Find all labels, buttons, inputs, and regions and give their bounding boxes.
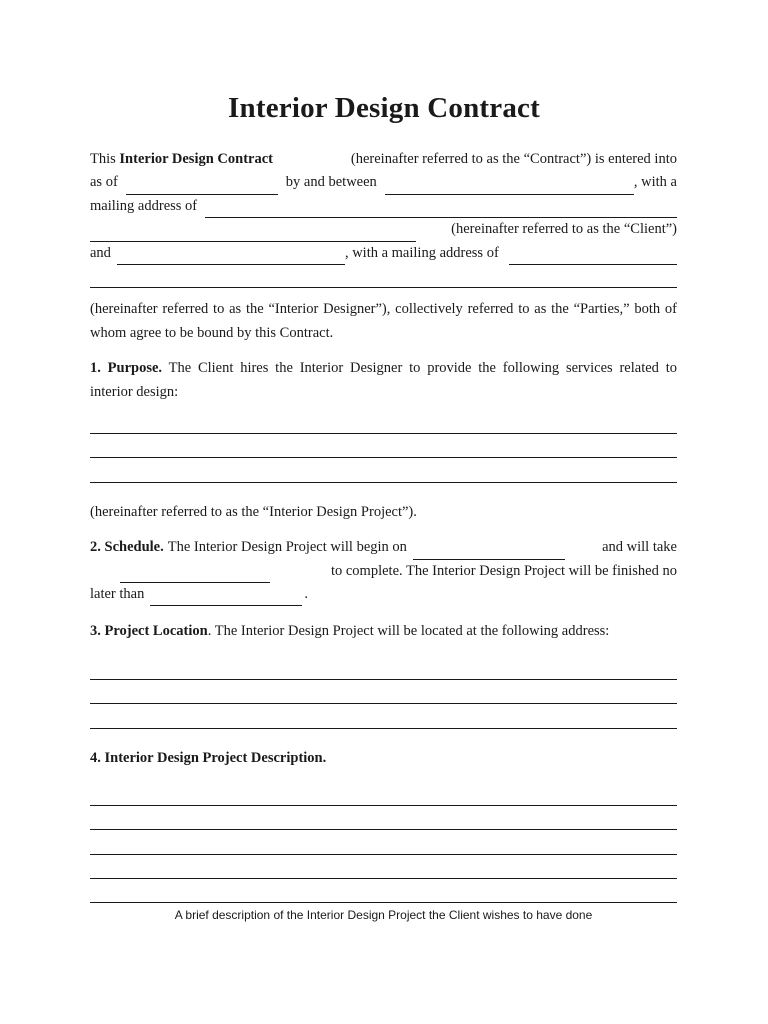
designer-address-blank[interactable] (509, 250, 677, 265)
intro-by-and-between: by and between (285, 174, 377, 191)
intro-line-4 (90, 218, 677, 241)
schedule-period: . (304, 585, 308, 602)
description-heading: 4. Interior Design Project Description. (90, 749, 327, 766)
schedule-and-will-take: and will take (602, 539, 677, 556)
intro-line-5 (90, 242, 677, 265)
location-line-2[interactable] (90, 688, 677, 704)
intro-after-name: (hereinafter referred to as the “Contract”) is entered into (350, 150, 677, 167)
intro-with-a: , with a (633, 174, 677, 191)
intro-this: This (90, 150, 116, 167)
document-title: Interior Design Contract (228, 92, 540, 124)
schedule-line-1 (90, 536, 677, 559)
schedule-to-complete-1: to complete. The Interior Design Project will be finished no (330, 562, 677, 579)
purpose-line-1[interactable] (90, 418, 677, 434)
location-lines (90, 664, 677, 729)
schedule-begin: The Interior Design Project will begin on (167, 539, 407, 556)
purpose-paragraph (90, 357, 677, 404)
intro-and: and (90, 244, 111, 261)
purpose-line-2[interactable] (90, 442, 677, 458)
location-line-1[interactable] (90, 664, 677, 680)
location-paragraph (90, 620, 677, 643)
designer-name-blank[interactable] (117, 250, 345, 265)
description-line-5[interactable] (90, 887, 677, 903)
purpose-lines (90, 418, 677, 483)
intro-line-3 (90, 195, 677, 218)
description-line-1[interactable] (90, 790, 677, 806)
location-heading: 3. Project Location (90, 623, 208, 640)
schedule-line-2 (90, 560, 677, 583)
client-address-blank[interactable] (205, 203, 677, 218)
schedule-line-3 (90, 583, 677, 606)
intro-paragraph (90, 148, 677, 288)
description-line-2[interactable] (90, 814, 677, 830)
intro-with-mailing: , with a mailing address of (344, 244, 499, 261)
schedule-paragraph (90, 536, 677, 606)
intro-line-6 (90, 265, 677, 288)
schedule-heading: 2. Schedule. (90, 539, 164, 556)
description-caption: A brief description of the Interior Design Project the Client wishes to have done (174, 908, 593, 923)
client-address-blank-2[interactable] (90, 227, 416, 242)
contract-body (90, 148, 677, 923)
intro-contract-name: Interior Design Contract (119, 150, 273, 167)
location-line-3[interactable] (90, 713, 677, 729)
purpose-heading: 1. Purpose. (90, 360, 163, 377)
description-line-4[interactable] (90, 863, 677, 879)
designer-reference-paragraph: (hereinafter referred to as the “Interior Designer”), collectively referred to as the “Parties,” both of whom agree to be bound by this Contract. (90, 301, 677, 341)
intro-mailing-address-of: mailing address of (90, 197, 198, 214)
description-line-3[interactable] (90, 839, 677, 855)
purpose-after: (hereinafter referred to as the “Interior Design Project”). (90, 503, 417, 520)
client-reference: (hereinafter referred to as the “Client”) (451, 221, 677, 238)
client-name-blank[interactable] (385, 180, 634, 195)
intro-line-2 (90, 171, 677, 194)
schedule-later-than: later than (90, 585, 145, 602)
effective-date-blank[interactable] (126, 180, 278, 195)
purpose-text: The Client hires the Interior Designer to provide the following services related to interior design: (90, 360, 677, 400)
duration-blank[interactable] (120, 568, 270, 583)
purpose-line-3[interactable] (90, 467, 677, 483)
start-date-blank[interactable] (413, 545, 565, 560)
intro-line-1 (90, 148, 677, 171)
description-paragraph (90, 747, 677, 770)
designer-address-blank-2[interactable] (90, 273, 677, 288)
description-lines (90, 790, 677, 904)
location-text: . The Interior Design Project will be located at the following address: (207, 623, 610, 640)
end-date-blank[interactable] (150, 591, 302, 606)
intro-as-of: as of (90, 174, 118, 191)
